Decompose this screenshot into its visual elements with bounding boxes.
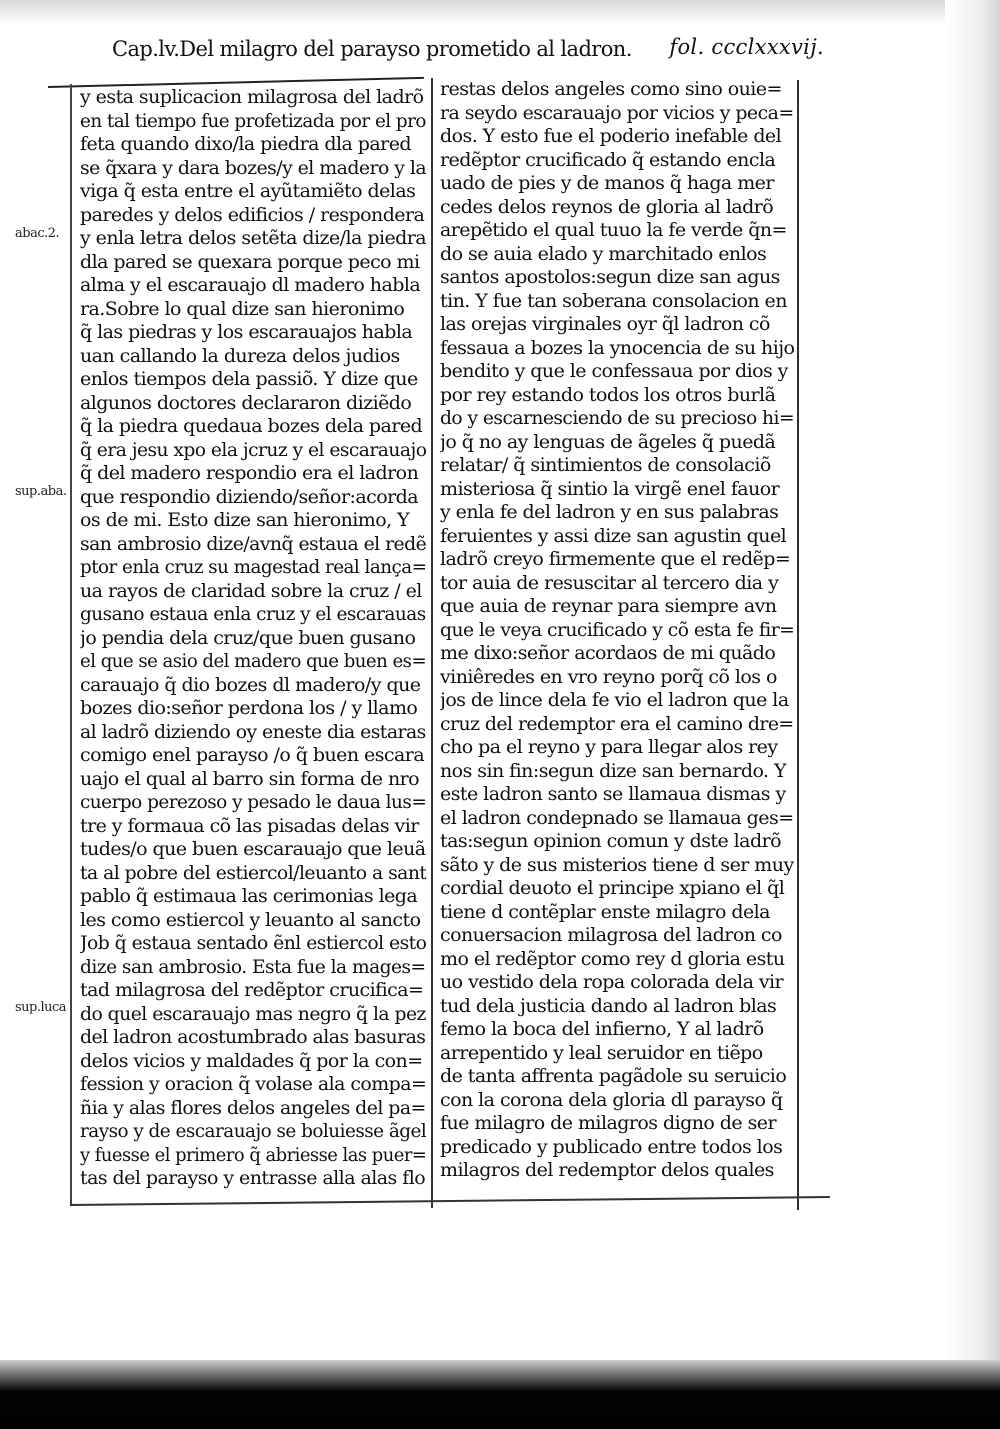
text-line: jos de lince dela fe vio el ladron que la <box>440 689 789 711</box>
text-line: uajo el qual al barro sin forma de nro <box>80 767 420 790</box>
text-line: dos. Y esto fue el poderio inefable del <box>440 125 782 147</box>
text-line: ñia y alas flores delos angeles del pa= <box>80 1096 426 1119</box>
text-line: restas delos angeles como sino ouie= <box>440 78 782 100</box>
text-line: bendito y que le confessaua por dios y <box>440 360 788 382</box>
text-line: tiene d contẽplar enste milagro dela <box>440 900 770 923</box>
text-line: mo el redẽptor como rey d gloria estu <box>440 947 785 970</box>
text-line: paredes y delos edificios / respondera <box>80 203 425 226</box>
text-line: femo la boca del infierno, Y al ladrõ <box>440 1018 764 1040</box>
text-line: y enla letra delos setẽta dize/la piedra <box>80 227 426 249</box>
text-line: fue milagro de milagros digno de ser <box>440 1112 777 1134</box>
center-column-rule <box>431 78 433 1208</box>
text-line: os de mi. Esto dize san hieronimo, Y <box>80 509 410 531</box>
text-line: dize san ambrosio. Esta fue la mages= <box>80 955 426 978</box>
text-line: arepẽtido el qual tuuo la fe verde q̃n= <box>440 219 787 241</box>
text-line: ua rayos de claridad sobre la cruz / el <box>80 579 422 602</box>
text-line: q̃ las piedras y los escarauajos habla <box>80 321 413 343</box>
text-line: tudes/o que buen escarauajo que leuã <box>80 838 426 860</box>
text-line: tas del parayso y entrasse alla alas flo <box>80 1167 426 1189</box>
left-text-column <box>80 86 426 1191</box>
margin-note: abac.2. <box>15 226 60 241</box>
text-line: q̃ era jesu xpo ela jcruz y el escarauajo <box>80 438 427 461</box>
text-line: alma y el escarauajo dl madero habla <box>80 274 421 296</box>
text-line: de tanta affrenta pagãdole su seruicio <box>440 1065 787 1087</box>
text-line: pablo q̃ estimaua las cerimonias lega <box>80 885 418 907</box>
text-line: ladrõ creyo firmemente que el redẽp= <box>440 548 791 570</box>
text-line: enlos tiempos dela passiõ. Y dize que <box>80 368 418 390</box>
text-line: el ladron condepnado se llamaua ges= <box>440 806 794 829</box>
chapter-title: Cap.lv.Del milagro del parayso prometido al ladron. <box>112 37 632 61</box>
right-column-rule <box>797 80 799 1210</box>
text-line: y enla fe del ladron y en sus palabras <box>440 501 779 523</box>
text-line: jo pendia dela cruz/que buen gusano <box>80 626 416 649</box>
text-line: comigo enel parayso /o q̃ buen escara <box>80 744 425 766</box>
text-line: este ladron santo se llamaua dismas y <box>440 783 786 805</box>
bottom-rule <box>70 1196 830 1206</box>
text-line: ptor enla cruz su magestad real lança= <box>80 556 427 578</box>
text-line: ta al pobre del estiercol/leuanto a sant <box>80 861 427 884</box>
text-line: tud dela justicia dando al ladron blas <box>440 994 777 1017</box>
text-line: delos vicios y maldades q̃ por la con= <box>80 1049 423 1072</box>
text-line: predicado y publicado entre todos los <box>440 1135 783 1158</box>
text-line: les como estiercol y leuanto al sancto <box>80 908 421 931</box>
text-line: uo vestido dela ropa colorada dela vir <box>440 971 784 993</box>
running-header <box>112 33 824 67</box>
text-line: me dixo:señor acordaos de mi quãdo <box>440 642 776 664</box>
text-line: fessaua a bozes la ynocencia de su hijo <box>440 336 794 359</box>
right-text-column <box>440 78 794 1183</box>
text-line: Job q̃ estaua sentado ẽnl estiercol esto <box>80 932 427 954</box>
text-line: las orejas virginales oyr q̃l ladron cõ <box>440 313 770 335</box>
text-line: con la corona dela gloria dl parayso q̃ <box>440 1088 783 1111</box>
text-line: algunos doctores declararon diziẽdo <box>80 391 412 414</box>
text-line: por rey estando todos los otros burlã <box>440 383 776 406</box>
text-line: do y escarnesciendo de su precioso hi= <box>440 407 794 429</box>
left-column-rule <box>70 84 72 1206</box>
text-line: q̃ la piedra quedaua bozes dela pared <box>80 415 423 437</box>
text-line: feta quando dixo/la piedra dla pared <box>80 133 412 155</box>
text-line: nos sin fin:segun dize san bernardo. Y <box>440 759 787 782</box>
text-line: dla pared se quexara porque peco mi <box>80 250 420 273</box>
text-line: milagros del redemptor delos quales <box>440 1159 774 1181</box>
text-line: cordial deuoto el principe xpiano el q̃l <box>440 877 785 899</box>
text-line: cho pa el reyno y para llegar alos rey <box>440 736 778 758</box>
text-line: del ladron acostumbrado alas basuras <box>80 1026 426 1048</box>
text-line: conuersacion milagrosa del ladron co <box>440 924 782 946</box>
text-line: fession y oracion q̃ volase ala compa= <box>80 1073 426 1095</box>
text-line: gusano estaua enla cruz y el escarauas <box>80 603 426 625</box>
text-line: redẽptor crucificado q̃ estando encla <box>440 148 776 171</box>
text-line: viniêredes en vro reyno porq̃ cõ los o <box>440 665 777 688</box>
text-line: relatar/ q̃ sintimientos de consolaciõ <box>440 454 771 476</box>
text-line: que auia de reynar para siempre avn <box>440 595 777 617</box>
page-top-edge <box>0 0 1000 24</box>
text-line: q̃ del madero respondio era el ladron <box>80 462 419 484</box>
margin-note: sup.aba. <box>15 484 67 499</box>
text-line: jo q̃ no ay lenguas de ãgeles q̃ puedã <box>440 430 776 453</box>
text-line: misteriosa q̃ sintio la virgẽ enel fauor <box>440 477 780 500</box>
text-line: se q̃xara y dara bozes/y el madero y la <box>80 156 426 179</box>
text-line: que le veya crucificado y cõ esta fe fir= <box>440 618 794 641</box>
text-line: y esta suplicacion milagrosa del ladrõ <box>80 86 424 108</box>
text-line: do se auia elado y marchitado enlos <box>440 242 767 265</box>
text-line: arrepentido y leal seruidor en tiẽpo <box>440 1041 763 1064</box>
margin-note: sup.luca <box>15 1000 67 1015</box>
text-line: do quel escarauajo mas negro q̃ la pez <box>80 1002 426 1025</box>
text-line: y fuesse el primero q̃ abriesse las puer= <box>80 1143 427 1166</box>
text-line: feruientes y assi dize san agustin quel <box>440 524 787 547</box>
text-line: al ladrõ diziendo oy eneste dia estaras <box>80 720 426 743</box>
text-line: uado de pies y de manos q̃ haga mer <box>440 172 774 194</box>
text-line: en tal tiempo fue profetizada por el pro <box>80 109 426 132</box>
text-line: tin. Y fue tan soberana consolacion en <box>440 289 787 312</box>
text-line: tre y formaua cõ las pisadas delas vir <box>80 814 419 837</box>
text-line: sãto y de sus misterios tiene d ser muy <box>440 853 794 876</box>
page-gutter-shadow <box>945 0 1000 1360</box>
text-line: uan callando la dureza delos judios <box>80 344 400 367</box>
text-line: ra.Sobre lo qual dize san hieronimo <box>80 297 405 320</box>
text-line: santos apostolos:segun dize san agus <box>440 266 780 288</box>
text-line: viga q̃ esta entre el ayũtamiẽto delas <box>80 180 416 202</box>
text-line: ra seydo escarauajo por vicios y peca= <box>440 101 794 124</box>
text-line: cruz del redemptor era el camino dre= <box>440 712 794 735</box>
text-line: carauajo q̃ dio bozes dl madero/y que <box>80 673 421 696</box>
text-line: rayso y de escarauajo se boluiesse ãgel <box>80 1120 426 1142</box>
folio-number: fol. ccclxxxvij. <box>669 35 824 59</box>
text-line: cedes delos reynos de gloria al ladrõ <box>440 195 774 218</box>
text-line: tas:segun opinion comun y dste ladrõ <box>440 830 781 852</box>
text-line: que respondio diziendo/señor:acorda <box>80 485 419 508</box>
text-line: cuerpo perezoso y pesado le daua lus= <box>80 791 427 813</box>
text-line: san ambrosio dize/avnq̃ estaua el redẽ <box>80 532 426 555</box>
text-line: el que se asio del madero que buen es= <box>80 650 426 672</box>
text-line: tad milagrosa del redẽptor crucifica= <box>80 979 424 1001</box>
text-line: tor auia de resuscitar al tercero dia y <box>440 571 779 594</box>
scan-bottom-shadow <box>0 1360 1000 1429</box>
text-line: bozes dio:señor perdona los / y llamo <box>80 697 418 719</box>
